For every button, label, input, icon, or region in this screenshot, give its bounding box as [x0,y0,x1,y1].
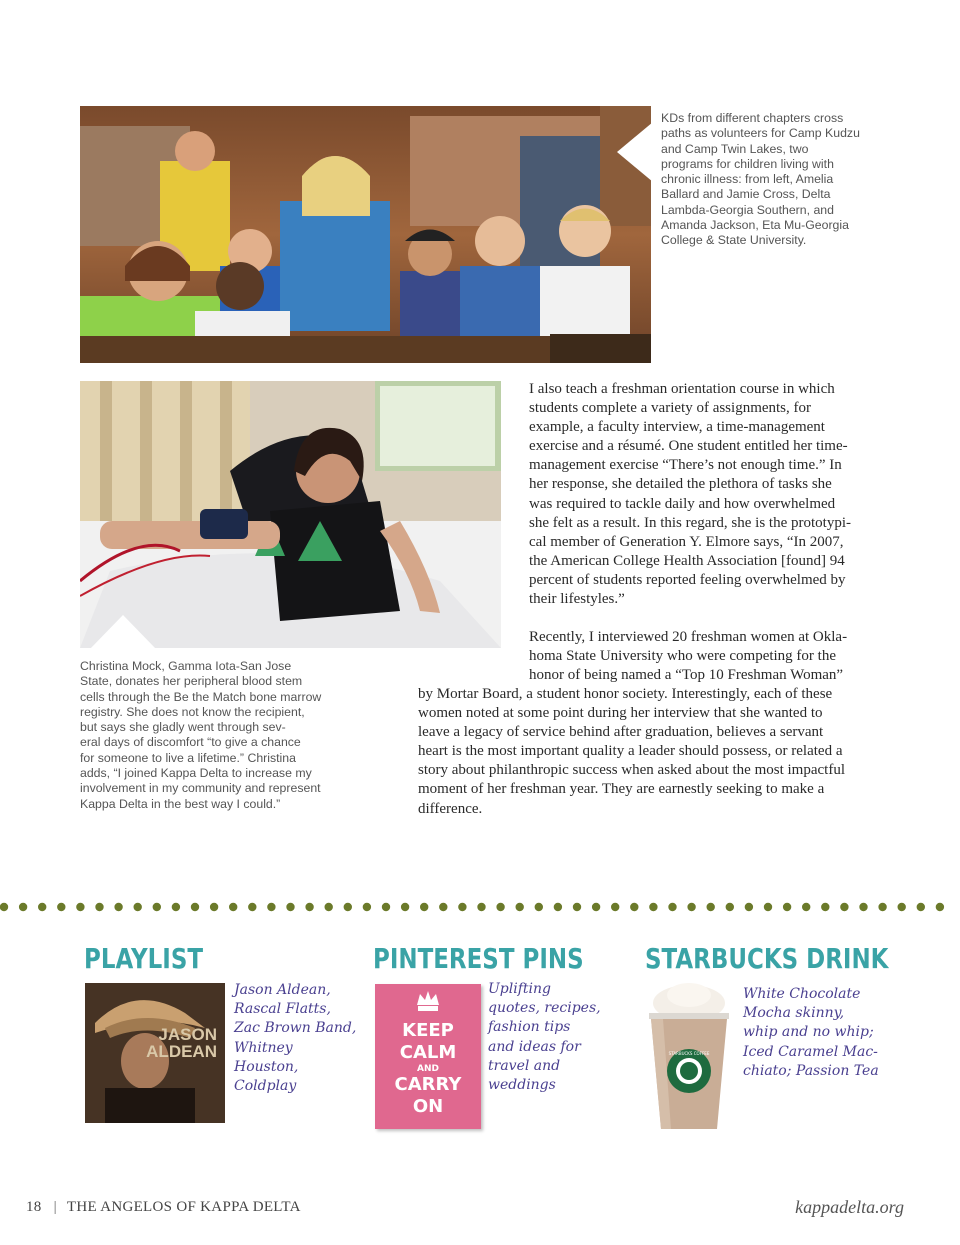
divider-dot [802,903,810,911]
divider-dot [687,903,695,911]
text-line: leave a legacy of service behind after graduation, believes a servant [418,724,824,741]
pinterest-item: weddings [488,1077,556,1094]
divider-dot [248,903,256,911]
caption-line: involvement in my community and represent [80,781,321,796]
text-line: I also teach a freshman orientation course in which [529,381,835,397]
text-line: her response, she detailed the plethora of tasks she [529,476,832,493]
starbucks-title: STARBUCKS DRINK [645,942,889,975]
divider-dot [917,903,925,911]
caption-line: programs for children living with [661,156,834,171]
text-line: exercise and a résumé. One student entitled her time- [529,438,848,455]
divider-dot [134,903,142,911]
starbucks-item: Mocha skinny, [743,1005,845,1022]
playlist-item: Whitney [234,1039,293,1056]
text-line: their lifestyles.” [529,591,625,608]
caption-line: paths as volunteers for Camp Kudzu [661,126,860,141]
text-line: was required to tackle daily and how overwhelmed [529,495,836,512]
article-paragraph-2-bottom [418,685,878,819]
text-line: example, a faculty interview, a time-management [529,419,825,436]
divider-dot [668,903,676,911]
divider-dot [153,903,161,911]
top-photo-caption [661,111,881,249]
caption-line: eral days of discomfort “to give a chance [80,735,301,750]
text-line: students complete a variety of assignments, for [529,400,812,417]
text-line: heart is the most important quality a leader should possess, or related a [418,743,843,760]
starbucks-list [743,985,883,1081]
poster-line: ON [412,1096,444,1117]
playlist-item: Houston, [234,1058,299,1075]
divider-dot [573,903,581,911]
divider-dot [439,903,447,911]
divider-dot [535,903,543,911]
article-paragraph-2-top [529,628,879,685]
divider-dot [554,903,562,911]
poster-line: CARRY [394,1074,462,1095]
divider-dot [229,903,237,911]
divider-dot [305,903,313,911]
divider-dot [344,903,352,911]
caption-line: College & State University. [661,233,807,248]
divider-dot [286,903,294,911]
caption-line: cells through the Be the Match bone marrow [80,689,322,704]
pinterest-item: travel and [488,1057,561,1074]
poster-line: CALM [399,1042,457,1063]
divider-dot [516,903,524,911]
playlist-item: Zac Brown Band, [234,1020,357,1037]
album-text-line: JASON [158,1025,217,1044]
divider-dot [363,903,371,911]
pinterest-item: and ideas for [488,1038,581,1055]
text-line: cal member of Generation Y. Elmore says, “In 2007, [529,533,844,550]
text-line: homa State University who were competing for the [529,648,837,665]
website-link[interactable]: kappadelta.org [795,1197,904,1217]
divider-dot [745,903,753,911]
starbucks-logo-text: STARBUCKS COFFEE [668,1051,710,1056]
publication-name: THE ANGELOS OF KAPPA DELTA [66,1199,301,1215]
divider-dot [840,903,848,911]
caption-line: KDs from different chapters cross [661,111,844,125]
article-paragraph-1 [529,380,879,609]
text-line: difference. [418,800,483,817]
pinterest-item: quotes, recipes, [488,1000,601,1017]
page-number: 18 [26,1199,42,1215]
divider-dot [764,903,772,911]
caption-line: Kappa Delta in the best way I could.” [80,796,281,811]
caption-line: but says she gladly went through sev- [80,720,286,735]
caption-line: for someone to live a lifetime.” Christina [80,750,296,765]
camp-volunteers-photo [80,106,651,363]
footer-separator: | [53,1199,57,1215]
starbucks-item: chiato; Passion Tea [743,1062,879,1079]
playlist-title: PLAYLIST [84,942,204,975]
divider-dot [76,903,84,911]
caption-pointer [617,122,653,182]
text-line: she felt as a result. In this regard, she is the prototypi- [529,514,852,531]
divider-dot [649,903,657,911]
divider-dot [783,903,791,911]
poster-line: KEEP [402,1020,454,1041]
divider-dot [477,903,485,911]
divider-dot [114,903,122,911]
divider-dot [592,903,600,911]
pinterest-title: PINTEREST PINS [373,942,584,975]
caption-line: and Camp Twin Lakes, two [661,141,809,156]
side-photo-caption [80,659,350,812]
text-line: honor of being named a “Top 10 Freshman Woman” [529,667,844,684]
divider-dot [172,903,180,911]
caption-line: adds, “I joined Kappa Delta to increase my [80,766,312,781]
divider-dot [878,903,886,911]
text-line: by Mortar Board, a student honor society. Interestingly, each of these [418,686,833,702]
text-line: percent of students reported feeling overwhelmed by [529,571,846,588]
caption-line: State, donates her peripheral blood stem [80,674,303,689]
divider-dot [611,903,619,911]
text-line: story about philanthropic success when asked about the most impactful [418,762,845,779]
divider-dot [630,903,638,911]
pinterest-list [488,980,608,1095]
divider-dot [267,903,275,911]
divider-dot [38,903,46,911]
starbucks-drink-image [643,983,735,1131]
divider-dot [859,903,867,911]
playlist-list [234,981,359,1096]
text-line: management exercise “There’s not enough time.” In [529,457,842,474]
divider-dot [707,903,715,911]
caption-line: registry. She does not know the recipient, [80,704,305,719]
divider-dot [95,903,103,911]
blood-donation-photo [80,381,501,648]
divider-dot [191,903,199,911]
text-line: Recently, I interviewed 20 freshman women at Okla- [529,629,848,645]
caption-line: Lambda-Georgia Southern, and [661,202,834,217]
poster-line: AND [417,1064,439,1074]
divider-dot [382,903,390,911]
text-line: moment of her freshman year. They are earnestly seeking to make a [418,781,825,798]
album-text-line: ALDEAN [146,1042,217,1061]
caption-line: chronic illness: from left, Amelia [661,172,834,187]
starbucks-item: Iced Caramel Mac- [743,1043,878,1060]
footer-left [26,1199,301,1216]
divider-dot [401,903,409,911]
divider-dot [0,903,8,911]
divider-dot [210,903,218,911]
caption-line: Amanda Jackson, Eta Mu-Georgia [661,218,849,233]
divider-dot [458,903,466,911]
pinterest-item: Uplifting [488,981,551,997]
divider-dot [726,903,734,911]
text-line: women noted at some point during her interview that she wanted to [418,705,823,722]
pinterest-item: fashion tips [488,1019,571,1036]
divider-dot [57,903,65,911]
divider-dot [898,903,906,911]
caption-pointer [90,615,156,649]
dotted-divider [0,899,960,915]
playlist-item: Jason Aldean, [234,982,331,998]
caption-line: Christina Mock, Gamma Iota-San Jose [80,659,292,673]
text-line: the American College Health Association [found] 94 [529,552,845,569]
divider-dot [325,903,333,911]
playlist-item: Coldplay [234,1078,297,1095]
divider-dot [420,903,428,911]
keep-calm-poster [375,984,481,1129]
divider-dot [936,903,944,911]
playlist-item: Rascal Flatts, [234,1001,331,1018]
jason-aldean-album-cover [85,983,225,1123]
divider-dot [19,903,27,911]
divider-dot [821,903,829,911]
divider-dot [496,903,504,911]
starbucks-item: White Chocolate [743,986,861,1002]
starbucks-item: whip and no whip; [743,1024,874,1041]
caption-line: Ballard and Jamie Cross, Delta [661,187,831,202]
